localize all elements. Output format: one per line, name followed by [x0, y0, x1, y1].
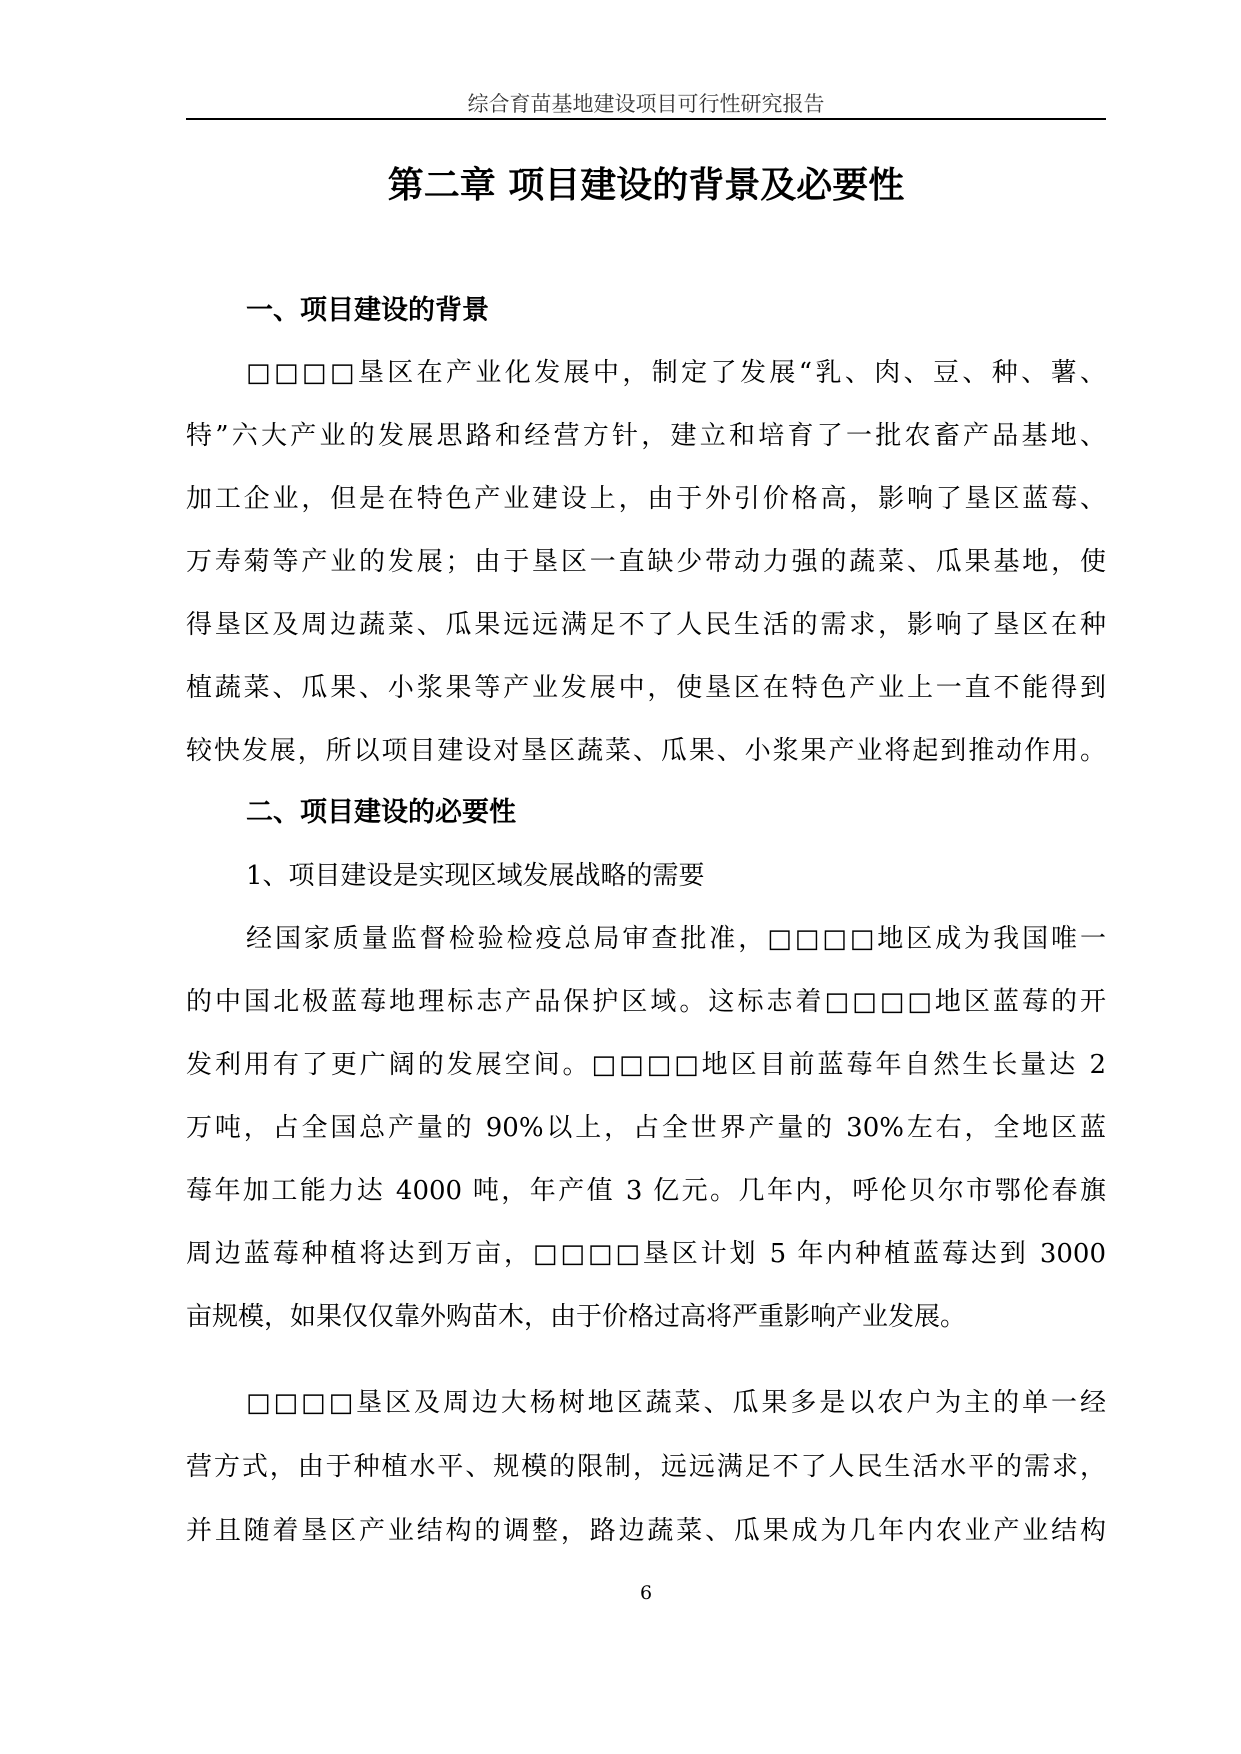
paragraph-line: 亩规模，如果仅仅靠外购苗木，由于价格过高将严重影响产业发展。: [186, 1302, 967, 1332]
paragraph-line: 并且随着垦区产业结构的调整，路边蔬菜、瓜果成为几年内农业产业结构: [186, 1516, 1106, 1546]
paragraph-line: 营方式，由于种植水平、规模的限制，远远满足不了人民生活水平的需求，: [186, 1452, 1106, 1482]
paragraph-line: 发利用有了更广阔的发展空间。□□□□地区目前蓝莓年自然生长量达 2: [186, 1050, 1106, 1080]
paragraph-line: 万寿菊等产业的发展；由于垦区一直缺少带动力强的蔬菜、瓜果基地，使: [186, 547, 1106, 577]
running-header: 综合育苗基地建设项目可行性研究报告: [467, 92, 825, 116]
section-heading-background: 一、项目建设的背景: [246, 295, 489, 326]
paragraph-line: 得垦区及周边蔬菜、瓜果远远满足不了人民生活的需求，影响了垦区在种: [186, 610, 1106, 640]
paragraph-line: □□□□垦区及周边大杨树地区蔬菜、瓜果多是以农户为主的单一经: [246, 1388, 1106, 1418]
paragraph-line: 莓年加工能力达 4000 吨，年产值 3 亿元。几年内，呼伦贝尔市鄂伦春旗: [186, 1176, 1106, 1206]
paragraph-line: 特”六大产业的发展思路和经营方针，建立和培育了一批农畜产品基地、: [186, 421, 1106, 451]
header-rule: [186, 118, 1106, 120]
section-heading-necessity: 二、项目建设的必要性: [246, 797, 516, 828]
paragraph-line: □□□□垦区在产业化发展中，制定了发展“乳、肉、豆、种、薯、: [246, 358, 1106, 388]
paragraph-line: 植蔬菜、瓜果、小浆果等产业发展中，使垦区在特色产业上一直不能得到: [186, 673, 1106, 703]
paragraph-line: 万吨，占全国总产量的 90%以上，占全世界产量的 30%左右，全地区蓝: [186, 1113, 1106, 1143]
paragraph-line: 周边蓝莓种植将达到万亩，□□□□垦区计划 5 年内种植蓝莓达到 3000: [186, 1239, 1106, 1269]
chapter-title: 第二章 项目建设的背景及必要性: [387, 165, 905, 206]
paragraph-line: 加工企业，但是在特色产业建设上，由于外引价格高，影响了垦区蓝莓、: [186, 484, 1106, 514]
page-number: 6: [639, 1582, 653, 1604]
paragraph-line: 的中国北极蓝莓地理标志产品保护区域。这标志着□□□□地区蓝莓的开: [186, 987, 1106, 1017]
subsection-heading: 1、项目建设是实现区域发展战略的需要: [246, 861, 705, 891]
paragraph-line: 较快发展，所以项目建设对垦区蔬菜、瓜果、小浆果产业将起到推动作用。: [186, 736, 1106, 766]
paragraph-line: 经国家质量监督检验检疫总局审查批准，□□□□地区成为我国唯一: [246, 924, 1106, 954]
